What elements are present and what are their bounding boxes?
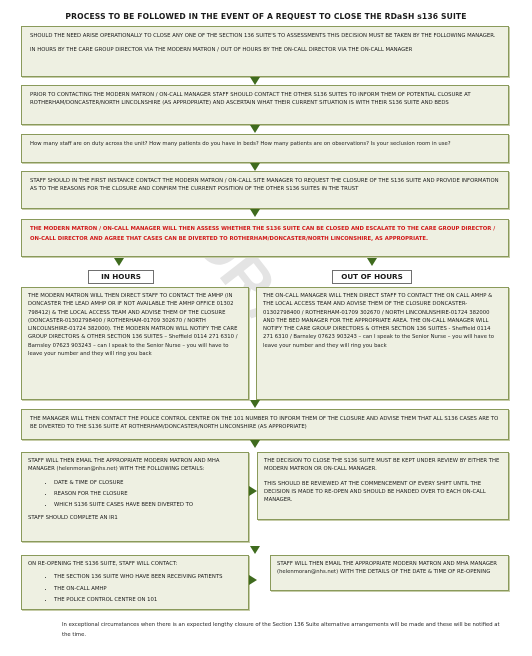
arrow-down-icon — [250, 440, 260, 448]
list-item: • THE ON-CALL AMHP — [54, 585, 242, 593]
list-item: • THE SECTION 136 SUITE WHO HAVE BEEN RECEIVING PATIENTS — [54, 573, 242, 581]
police-contact-text: THE MANAGER WILL THEN CONTACT THE POLICE CONTROL CENTRE ON THE 101 NUMBER TO INFORM THEM OF THE CLOSURE AND ADVISE THEM THAT ALL S136 CASES ARE TO BE DIVERTED TO THE S136 SUITE AT ROTHERHAM/DONCASTER/NORTH LINCONSHIRE (AS APPROPRIATE) — [30, 416, 499, 431]
contact-other-suites-text: PRIOR TO CONTACTING THE MODERN MATRON / ON-CALL MANAGER STAFF SHOULD CONTACT THE OTHER S136 SUITES TO INFORM THEM OF POTENTIAL CLOSURE AT ROTHERHAM/DONCASTER/NORTH LINCOLNSHIRE (AS APPROPRIATE) AND ASCERTAIN WHAT THEIR CURRENT SITUATION IS WITH THEIR S136 SUITE AND BEDS — [30, 92, 471, 107]
in-hours-text: THE MODERN MATRON WILL THEN DIRECT STAFF TO CONTACT THE AMHP (IN DONCASTER THE LEAD AMHP OR IF NOT AVAILABLE THE AMHP OFFICE 01302 798412) & THE LOCAL ACCESS TEAM AND ADVISE THEM OF THE CLOSURE (DONCASTER-01302798400 / ROTHERHAM-01709 302670 / NORTH LINCOLNSHIRE-01724 382000). THE MODERN MATRON WILL NOTIFY THE CARE GROUP DIRECTORS & OTHER SECTION 136 SUITES – Sheffield 0114 271 6310 / Barnsley 07623 903243 – can I speak to the Senior Nurse – you will have to leave your number and they will ring you back — [28, 293, 238, 358]
decision-authority-text: SHOULD THE NEED ARISE OPERATIONALLY TO CLOSE ANY ONE OF THE SECTION 136 SUITE'S TO ASSESSMENTS THIS DECISION MUST BE TAKEN BY THE FOLLOWING MANAGER. — [30, 33, 496, 39]
arrow-right-icon — [249, 486, 257, 496]
arrow-down-icon — [114, 258, 124, 266]
arrow-down-icon — [250, 77, 260, 85]
arrow-down-icon — [250, 209, 260, 217]
arrow-down-icon — [367, 258, 377, 266]
page-title: PROCESS TO BE FOLLOWED IN THE EVENT OF A REQUEST TO CLOSE THE RDaSH s136 SUITE — [65, 12, 467, 21]
arrow-down-icon — [250, 163, 260, 171]
out-of-hours-box — [256, 287, 509, 400]
out-of-hours-header: OUT OF HOURS — [332, 270, 412, 284]
ir1-text: STAFF SHOULD COMPLETE AN IR1 — [28, 515, 118, 522]
request-closure-box — [21, 171, 509, 209]
list-item: • WHICH S136 SUITE CASES HAVE BEEN DIVERTED TO — [54, 501, 242, 509]
arrow-right-icon — [249, 575, 257, 585]
reopening-email-box — [270, 555, 509, 591]
reopening-contacts-box — [21, 555, 249, 610]
list-item: • REASON FOR THE CLOSURE — [54, 490, 242, 498]
email-intro-text: STAFF WILL THEN EMAIL THE APPROPRIATE MODERN MATRON AND MHA MANAGER (helenmoran@nhs.net) WITH THE FOLLOWING DETAILS: — [28, 458, 220, 473]
email-details-box — [21, 452, 249, 542]
staffing-questions-box — [21, 134, 509, 163]
contact-other-suites-box — [21, 85, 509, 125]
assess-closure-box — [21, 219, 509, 257]
review-decision-text: THE DECISION TO CLOSE THE S136 SUITE MUST BE KEPT UNDER REVIEW BY EITHER THE MODERN MATRON OR ON-CALL MANAGER. — [264, 458, 500, 473]
in-hours-box — [21, 287, 249, 400]
arrow-down-icon — [250, 546, 260, 554]
reopening-intro-text: ON RE-OPENING THE S136 SUITE, STAFF WILL CONTACT: — [28, 561, 178, 567]
list-item: • THE POLICE CONTROL CENTRE ON 101 — [54, 596, 242, 604]
request-closure-text: STAFF SHOULD IN THE FIRST INSTANCE CONTACT THE MODERN MATRON / ON-CALL SITE MANAGER TO REQUEST THE CLOSURE OF THE S136 SUITE AND PROVIDE INFORMATION AS TO THE REASONS FOR THE CLOSURE AND CONFIRM THE CURRENT POSITION OF THE OTHER S136 SUITES IN THE TRUST — [30, 178, 499, 193]
in-out-hours-authority-text: IN HOURS BY THE CARE GROUP DIRECTOR VIA THE MODERN MATRON / OUT OF HOURS BY THE ON-CALL DIRECTOR VIA THE ON-CALL MANAGER — [30, 47, 413, 54]
decision-authority-box — [21, 26, 509, 77]
review-decision-box — [257, 452, 509, 520]
list-item: • DATE & TIME OF CLOSURE — [54, 479, 242, 487]
police-contact-box — [21, 409, 509, 440]
email-details-list — [28, 479, 242, 510]
staffing-questions-text: How many staff are on duty across the unit? How many patients do you have in beds? How many patients are on observations? Is your seclusion room in use? — [30, 141, 451, 147]
in-hours-header: IN HOURS — [88, 270, 154, 284]
out-of-hours-text: THE ON-CALL MANAGER WILL THEN DIRECT STAFF TO CONTACT THE ON CALL AMHP & THE LOCAL ACCESS TEAM AND ADVISE THEM OF THE CLOSURE DONCASTER-01302798400 / ROTHERHAM-01709 302670 / NORTH LINCONLNSHIRE-01724 382000 AND THE BED MANAGER FOR THE APPROPRIATE AREA. THE ON-CALL MANAGER WILL NOTIFY THE CARE GROUP DIRECTORS & OTHER SECTION 136 SUITES - Sheffield 0114 271 6310 / Barnsley 07623 903243 – can I speak to the Senior Nurse – you will have to leave your number and they will ring you back — [263, 293, 494, 349]
reopening-contacts-list — [28, 573, 242, 604]
review-shift-text: THIS SHOULD BE REVIEWED AT THE COMMENCEMENT OF EVERY SHIFT UNTIL THE DECISION IS MADE TO RE-OPEN AND SHOULD BE HANDED OVER TO EACH ON-CALL MANAGER. — [264, 480, 486, 504]
arrow-down-icon — [250, 400, 260, 408]
arrow-down-icon — [250, 125, 260, 133]
reopening-email-text: STAFF WILL THEN EMAIL THE APPROPRIATE MODERN MATRON AND MHA MANAGER (helenmoran@nhs.net) WITH THE DETAILS OF THE DATE & TIME OF RE-OPENING — [277, 561, 497, 576]
footer-note: In exceptional circumstances when there is an expected lengthy closure of the Section 136 Suite alternative arrangements will be made and these will be notified at the time. — [62, 622, 500, 638]
assess-closure-text: THE MODERN MATRON / ON-CALL MANAGER WILL THEN ASSESS WHETHER THE S136 SUITE CAN BE CLOSED AND ESCALATE TO THE CARE GROUP DIRECTOR / ON-CALL DIRECTOR AND AGREE THAT CASES CAN BE DIVERTED TO ROTHERHAM/DONCASTER/NORTH LINCONSHIRE, AS APPROPRIATE. — [30, 226, 496, 242]
